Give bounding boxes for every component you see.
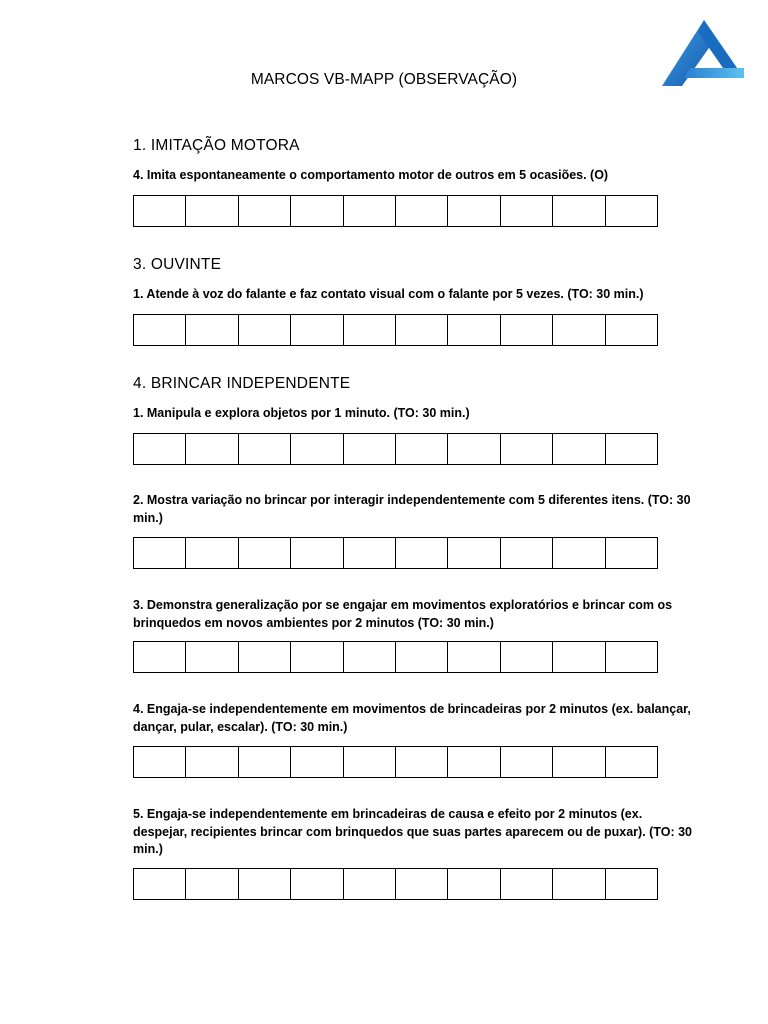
observation-checkbox-cell[interactable] xyxy=(186,196,238,226)
item-text: 1. Atende à voz do falante e faz contato visual com o falante por 5 vezes. (TO: 30 min.) xyxy=(133,287,644,301)
observation-checkbox-cell[interactable] xyxy=(396,869,448,899)
checkbox-grid xyxy=(133,314,658,346)
observation-checkbox-cell[interactable] xyxy=(448,869,500,899)
observation-checkbox-cell[interactable] xyxy=(606,538,657,568)
checkbox-grid xyxy=(133,195,658,227)
observation-checkbox-cell[interactable] xyxy=(553,869,605,899)
observation-checkbox-cell[interactable] xyxy=(239,315,291,345)
observation-checkbox-cell[interactable] xyxy=(344,434,396,464)
observation-checkbox-cell[interactable] xyxy=(291,747,343,777)
item-text: 2. Mostra variação no brincar por interagir independentemente com 5 diferentes itens. (TO: 30 min.) xyxy=(133,493,691,525)
checkbox-grid xyxy=(133,868,658,900)
observation-checkbox-cell[interactable] xyxy=(344,538,396,568)
observation-checkbox-cell[interactable] xyxy=(448,315,500,345)
observation-checkbox-cell[interactable] xyxy=(344,196,396,226)
observation-checkbox-cell[interactable] xyxy=(344,747,396,777)
observation-checkbox-cell[interactable] xyxy=(448,434,500,464)
observation-checkbox-cell[interactable] xyxy=(134,642,186,672)
checkbox-grid xyxy=(133,433,658,465)
checkbox-grid xyxy=(133,746,658,778)
observation-checkbox-cell[interactable] xyxy=(396,642,448,672)
observation-checkbox-cell[interactable] xyxy=(239,869,291,899)
observation-checkbox-cell[interactable] xyxy=(448,747,500,777)
item-text: 5. Engaja-se independentemente em brincadeiras de causa e efeito por 2 minutos (ex. despejar, recipientes brincar com brinquedos que suas partes aparecem ou de puxar). (TO: 30 min.) xyxy=(133,807,692,856)
observation-checkbox-cell[interactable] xyxy=(134,538,186,568)
observation-checkbox-cell[interactable] xyxy=(291,642,343,672)
observation-checkbox-cell[interactable] xyxy=(239,642,291,672)
observation-checkbox-cell[interactable] xyxy=(344,869,396,899)
observation-checkbox-cell[interactable] xyxy=(396,747,448,777)
observation-checkbox-cell[interactable] xyxy=(553,196,605,226)
observation-checkbox-cell[interactable] xyxy=(501,538,553,568)
observation-checkbox-cell[interactable] xyxy=(396,538,448,568)
observation-checkbox-cell[interactable] xyxy=(501,747,553,777)
observation-checkbox-cell[interactable] xyxy=(291,315,343,345)
observation-checkbox-cell[interactable] xyxy=(239,196,291,226)
section-title-imitacao-motora: 1. IMITAÇÃO MOTORA xyxy=(133,137,300,154)
observation-checkbox-cell[interactable] xyxy=(606,196,657,226)
observation-checkbox-cell[interactable] xyxy=(186,642,238,672)
observation-checkbox-cell[interactable] xyxy=(448,196,500,226)
section-title-brincar-independente: 4. BRINCAR INDEPENDENTE xyxy=(133,375,351,392)
observation-checkbox-cell[interactable] xyxy=(501,196,553,226)
observation-checkbox-cell[interactable] xyxy=(553,642,605,672)
observation-checkbox-cell[interactable] xyxy=(501,642,553,672)
observation-checkbox-cell[interactable] xyxy=(186,538,238,568)
item-text: 3. Demonstra generalização por se engajar em movimentos exploratórios e brincar com os brinquedos em novos ambientes por 2 minutos (TO: 30 min.) xyxy=(133,598,673,630)
observation-checkbox-cell[interactable] xyxy=(344,315,396,345)
observation-checkbox-cell[interactable] xyxy=(448,642,500,672)
observation-checkbox-cell[interactable] xyxy=(291,196,343,226)
section-title-ouvinte: 3. OUVINTE xyxy=(133,256,222,273)
observation-checkbox-cell[interactable] xyxy=(186,747,238,777)
observation-checkbox-cell[interactable] xyxy=(291,434,343,464)
observation-checkbox-cell[interactable] xyxy=(186,434,238,464)
observation-checkbox-cell[interactable] xyxy=(553,434,605,464)
observation-checkbox-cell[interactable] xyxy=(239,434,291,464)
observation-checkbox-cell[interactable] xyxy=(448,538,500,568)
observation-checkbox-cell[interactable] xyxy=(553,315,605,345)
observation-checkbox-cell[interactable] xyxy=(606,315,657,345)
observation-checkbox-cell[interactable] xyxy=(239,747,291,777)
observation-checkbox-cell[interactable] xyxy=(606,869,657,899)
observation-checkbox-cell[interactable] xyxy=(396,434,448,464)
observation-checkbox-cell[interactable] xyxy=(134,196,186,226)
observation-checkbox-cell[interactable] xyxy=(134,434,186,464)
item-text: 4. Imita espontaneamente o comportamento motor de outros em 5 ocasiões. (O) xyxy=(133,168,609,182)
observation-checkbox-cell[interactable] xyxy=(291,538,343,568)
observation-checkbox-cell[interactable] xyxy=(553,538,605,568)
item-text: 1. Manipula e explora objetos por 1 minuto. (TO: 30 min.) xyxy=(133,406,470,420)
observation-checkbox-cell[interactable] xyxy=(134,747,186,777)
checkbox-grid xyxy=(133,641,658,673)
observation-checkbox-cell[interactable] xyxy=(501,315,553,345)
observation-checkbox-cell[interactable] xyxy=(134,315,186,345)
observation-checkbox-cell[interactable] xyxy=(501,869,553,899)
document-title: MARCOS VB-MAPP (OBSERVAÇÃO) xyxy=(250,71,518,88)
observation-checkbox-cell[interactable] xyxy=(501,434,553,464)
observation-checkbox-cell[interactable] xyxy=(186,315,238,345)
observation-checkbox-cell[interactable] xyxy=(606,747,657,777)
item-text: 4. Engaja-se independentemente em movimentos de brincadeiras por 2 minutos (ex. balançar, dançar, pular, escalar). (TO: 30 min.) xyxy=(133,702,691,734)
observation-checkbox-cell[interactable] xyxy=(606,434,657,464)
observation-checkbox-cell[interactable] xyxy=(291,869,343,899)
observation-checkbox-cell[interactable] xyxy=(134,869,186,899)
observation-checkbox-cell[interactable] xyxy=(606,642,657,672)
observation-checkbox-cell[interactable] xyxy=(239,538,291,568)
observation-checkbox-cell[interactable] xyxy=(396,196,448,226)
observation-checkbox-cell[interactable] xyxy=(344,642,396,672)
observation-checkbox-cell[interactable] xyxy=(396,315,448,345)
checkbox-grid xyxy=(133,537,658,569)
observation-checkbox-cell[interactable] xyxy=(186,869,238,899)
observation-checkbox-cell[interactable] xyxy=(553,747,605,777)
